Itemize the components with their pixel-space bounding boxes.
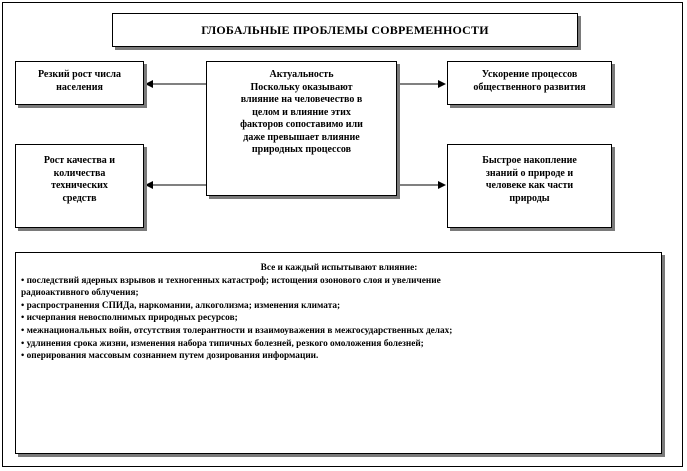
impact-item: • межнациональных войн, отсутствия толерантности и взаимоуважения в межгосударственных делах;: [21, 325, 453, 336]
relevance-text: целом и влияние этих: [252, 106, 351, 118]
relevance-text: природных процессов: [251, 144, 352, 155]
factor-text: природы: [509, 192, 550, 204]
impact-item: • последствий ядерных взрывов и техногенных катастроф; истощения озонового слоя и увеличение: [21, 275, 441, 286]
factor-text: Быстрое накопление: [482, 155, 577, 166]
relevance-box: [206, 61, 397, 196]
factor-text: технических: [51, 180, 108, 191]
impact-heading: Все и каждый испытывают влияние:: [260, 263, 418, 273]
factor-text: человеке как части: [485, 180, 574, 191]
factor-text: Ускорение процессов: [481, 69, 578, 80]
factor-technology-growth: [15, 144, 144, 228]
impact-item: • удлинения срока жизни, изменения набора типичных болезней, резкого омоложения болезней;: [21, 338, 424, 349]
impact-item: • распространения СПИДа, наркомании, алкоголизма; изменения климата;: [21, 300, 341, 311]
factor-text: Рост качества и: [43, 155, 116, 166]
factor-text: населения: [56, 81, 103, 93]
impact-item: • оперирования массовым сознанием путем дозирования информации.: [21, 351, 319, 362]
factor-knowledge-accumulation: [447, 144, 612, 228]
factor-population-growth: [15, 61, 144, 105]
factor-text: количества: [53, 167, 106, 179]
impact-item: радиоактивного облучения;: [21, 288, 139, 299]
factor-text: средств: [62, 192, 97, 204]
factor-text: знаний о природе и: [485, 167, 574, 179]
impact-item: • исчерпания невосполнимых природных ресурсов;: [21, 313, 238, 324]
factor-text: общественного развития: [473, 81, 586, 93]
page-title: ГЛОБАЛЬНЫЕ ПРОБЛЕМЫ СОВРЕМЕННОСТИ: [112, 13, 578, 47]
relevance-text: влияние на человечество в: [240, 94, 363, 105]
relevance-text: Поскольку оказывают: [250, 81, 353, 93]
relevance-text: даже превышает влияние: [243, 131, 360, 143]
impact-list-box: [15, 252, 662, 454]
factor-text: Резкий рост числа: [37, 69, 122, 80]
relevance-text: факторов сопоставимо или: [240, 119, 363, 130]
relevance-heading: Актуальность: [269, 69, 334, 80]
factor-social-acceleration: [447, 61, 612, 105]
